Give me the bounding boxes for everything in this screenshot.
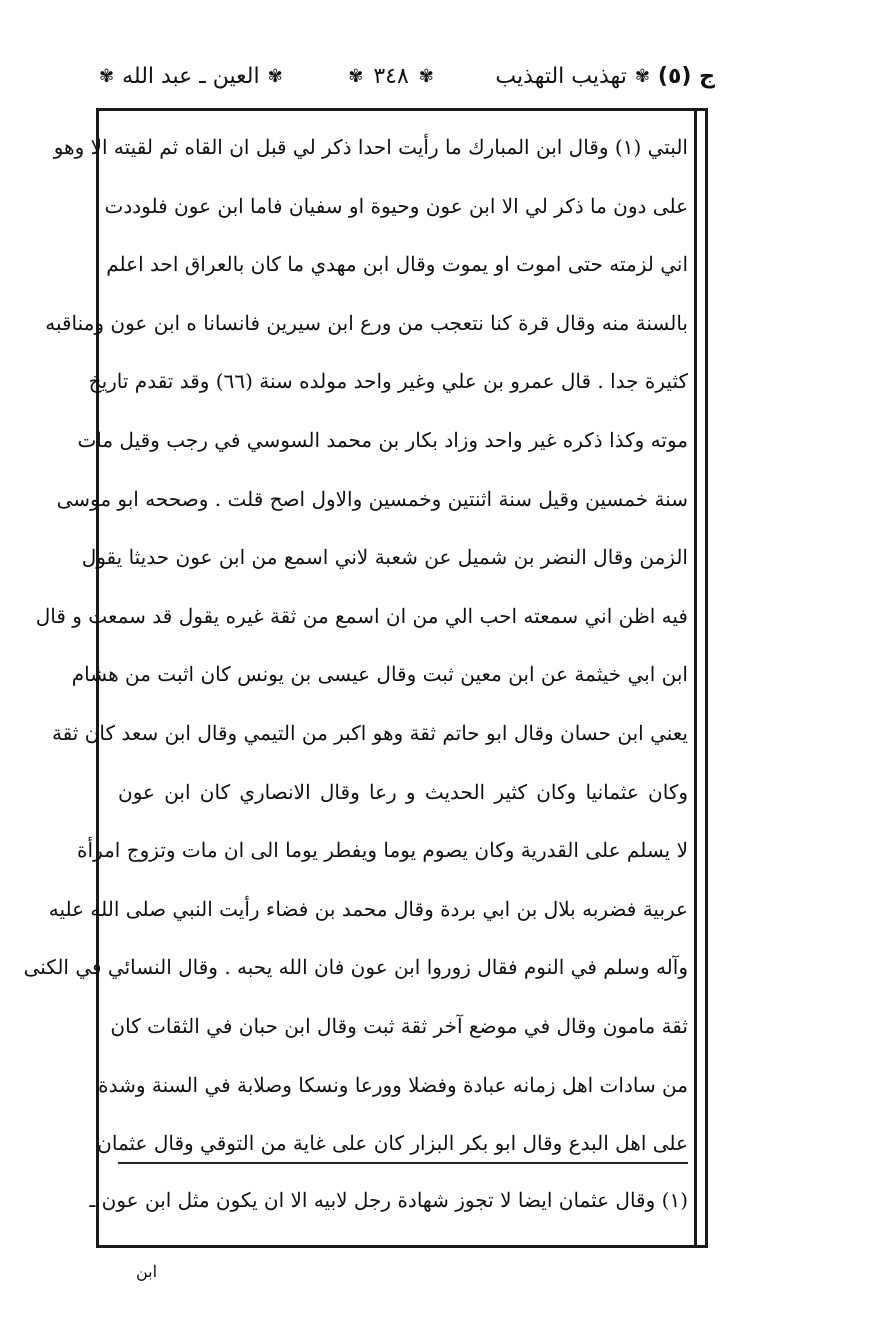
text-line: فيه اظن اني سمعته احب الي من ان اسمع من ثقة غيره يقول قد سمعت و قال bbox=[35, 603, 688, 628]
header-page-group bbox=[344, 64, 438, 89]
text-line: على اهل البدع وقال ابو بكر البزار كان على غاية من التوقي وقال عثمان bbox=[97, 1131, 688, 1156]
ornament-icon: ✾ bbox=[348, 65, 364, 87]
text-line: الزمن وقال النضر بن شميل عن شعبة لاني اسمع من ابن عون حديثا يقول bbox=[81, 545, 688, 570]
text-line: عربية فضربه بلال بن ابي بردة وقال محمد بن فضاء رأيت النبي صلى الله عليه bbox=[48, 896, 688, 921]
header-section-group bbox=[95, 64, 287, 89]
text-line: على دون ما ذكر لي الا ابن عون وحيوة او سفيان فاما ابن عون فلوددت bbox=[104, 193, 688, 218]
frame-inner-rule bbox=[694, 111, 697, 1245]
text-line: من سادات اهل زمانه عبادة وفضلا وورعا ونسكا وصلابة في السنة وشدة bbox=[98, 1072, 688, 1097]
main-text bbox=[23, 118, 688, 1173]
catchword: ابن bbox=[136, 1262, 158, 1281]
text-line: ابن ابي خيثمة عن ابن معين ثبت وقال عيسى بن يونس كان اثبت من هشام bbox=[71, 662, 688, 687]
header-volume-group bbox=[495, 64, 715, 89]
ornament-icon: ✾ bbox=[634, 65, 650, 87]
text-line: بالسنة منه وقال قرة كنا نتعجب من ورع ابن سيرين فانسانا ه ابن عون ومناقبه bbox=[45, 310, 688, 335]
footnote: (١) وقال عثمان ايضا لا تجوز شهادة رجل لابيه الا ان يكون مثل ابن عون ـ bbox=[89, 1188, 688, 1212]
text-line: وكان عثمانيا وكان كثير الحديث و رعا وقال الانصاري كان ابن عون bbox=[118, 779, 688, 804]
ornament-icon: ✾ bbox=[267, 65, 283, 87]
text-line: لا يسلم على القدرية وكان يصوم يوما ويفطر يوما الى ان مات وتزوج امرأة bbox=[77, 838, 688, 863]
text-line: سنة خمسين وقيل سنة اثنتين وخمسين والاول اصح قلت . وصححه ابو موسى bbox=[56, 486, 688, 511]
text-line: موته وكذا ذكره غير واحد وزاد بكار بن محمد السوسي في رجب وقيل مات bbox=[77, 427, 688, 452]
book-title: تهذيب التهذيب bbox=[495, 63, 627, 89]
text-line: البتي (١) وقال ابن المبارك ما رأيت احدا ذكر لي قبل ان القاه ثم لقيته الا وهو bbox=[53, 135, 688, 159]
volume-label: ج (٥) bbox=[657, 63, 715, 89]
footnote-divider bbox=[118, 1162, 688, 1164]
section-title: العين ـ عبد الله bbox=[122, 63, 260, 89]
ornament-icon: ✾ bbox=[99, 65, 115, 87]
text-line: ثقة مامون وقال في موضع آخر ثقة ثبت وقال ابن حبان في الثقات كان bbox=[110, 1013, 688, 1038]
text-line: وآله وسلم في النوم فقال زوروا ابن عون فان الله يحبه . وقال النسائي في الكنى bbox=[23, 955, 688, 980]
page-header bbox=[95, 58, 715, 94]
page-number: ٣٤٨ bbox=[373, 63, 409, 89]
ornament-icon: ✾ bbox=[418, 65, 434, 87]
text-line: اني لزمته حتى اموت او يموت وقال ابن مهدي ما كان بالعراق احد اعلم bbox=[106, 252, 688, 277]
text-line: كثيرة جدا . قال عمرو بن علي وغير واحد مولده سنة (٦٦) وقد تقدم تاريخ bbox=[88, 369, 688, 394]
text-line: يعني ابن حسان وقال ابو حاتم ثقة وهو اكبر من التيمي وقال ابن سعد كان ثقة bbox=[51, 720, 688, 745]
